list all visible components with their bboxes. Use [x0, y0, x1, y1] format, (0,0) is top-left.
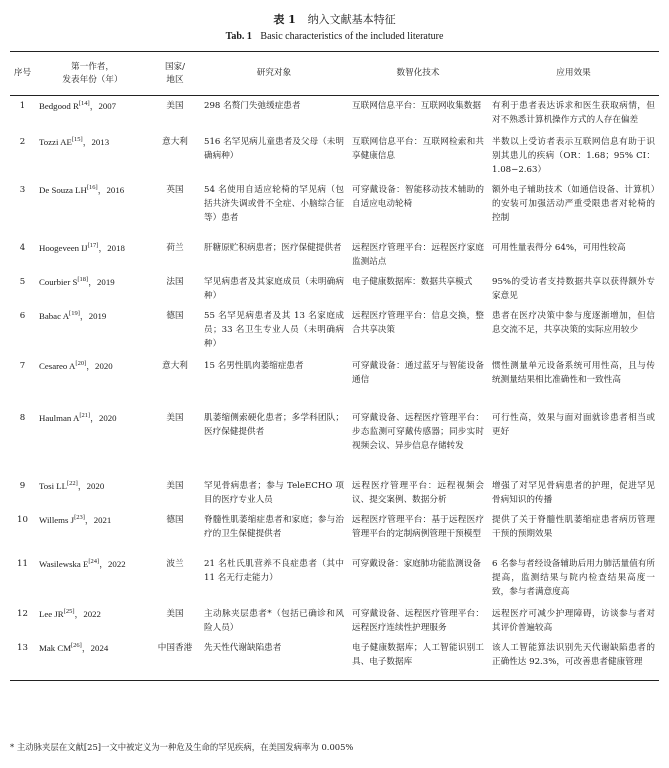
- table-label-en: Tab. 1: [225, 31, 252, 42]
- header-author-line1: 第一作者，: [71, 61, 114, 72]
- table-row: [10, 180, 659, 238]
- row-author: Courbier S: [39, 276, 78, 287]
- header-author: [35, 52, 150, 96]
- row-country: 德国: [166, 514, 184, 525]
- row-year: ，2022: [74, 608, 101, 619]
- row-author: Hoogeveen IJ: [39, 242, 88, 253]
- table-caption-cn: [0, 11, 669, 27]
- row-reference[interactable]: [18]: [77, 275, 89, 283]
- row-subject: 先天性代谢缺陷患者: [204, 642, 282, 653]
- row-author: Lee JR: [39, 608, 64, 619]
- row-author-cell: [35, 132, 150, 180]
- row-author-cell: [35, 238, 150, 272]
- row-country: 意大利: [162, 136, 188, 147]
- row-author-cell: [35, 96, 150, 132]
- row-author: De Souza LH: [39, 184, 87, 195]
- row-author: Babac A: [39, 310, 70, 321]
- row-year: ，2013: [82, 136, 110, 147]
- row-country: 英国: [166, 184, 184, 195]
- table-row: [10, 238, 659, 272]
- table-row: [10, 306, 659, 356]
- row-number: 13: [17, 642, 28, 653]
- row-reference[interactable]: [17]: [87, 241, 99, 249]
- row-effect: 有利于患者表达诉求和医生获取病情，但对不熟悉计算机操作方式的人存在偏差: [492, 101, 655, 125]
- row-country: 美国: [166, 480, 184, 491]
- row-number: 10: [17, 514, 28, 525]
- row-effect: 额外电子辅助技术（如通信设备、计算机）的安装可加强活动严重受限患者对轮椅的控制: [492, 184, 655, 223]
- row-subject: 脊髓性肌萎缩症患者和家庭；参与治疗的卫生保健提供者: [204, 514, 344, 539]
- table-row: [10, 510, 659, 554]
- row-subject: 肌萎缩侧索硬化患者；多学科团队；医疗保健提供者: [204, 412, 344, 437]
- row-author-cell: [35, 356, 150, 408]
- table-row: [10, 604, 659, 638]
- row-author: Haulman A: [39, 412, 80, 423]
- table-row: [10, 356, 659, 408]
- table-title-cn: 纳入文献基本特征: [307, 13, 396, 26]
- row-country: 美国: [166, 412, 184, 423]
- row-effect: 增强了对罕见骨病患者的护理，促进罕见骨病知识的传播: [492, 480, 655, 505]
- row-number: 3: [19, 184, 26, 195]
- row-technology: 可穿戴设备：智能移动技术辅助的自适应电动轮椅: [352, 184, 484, 209]
- row-author-cell: [35, 306, 150, 356]
- row-author: Tosi LL: [39, 480, 67, 491]
- row-number: 5: [19, 276, 26, 287]
- row-effect: 远程医疗可减少护理障碍，访谈参与者对其评价普遍较高: [492, 608, 655, 633]
- row-year: ，2020: [90, 412, 117, 423]
- row-reference[interactable]: [26]: [71, 641, 82, 649]
- row-year: ，2024: [81, 642, 109, 653]
- row-technology: 互联网信息平台：互联网收集数据: [352, 101, 481, 111]
- row-technology: 可穿戴设备：家庭肺功能监测设备: [352, 558, 481, 569]
- row-effect: 6 名参与者经设备辅助后用力肺活量值有所提高，监测结果与院内检查结果高度一致，参与者满意度高: [492, 558, 655, 597]
- table-caption-en: [0, 31, 669, 42]
- row-technology: 互联网信息平台：互联网检索和共享健康信息: [352, 136, 484, 161]
- table-row: [10, 272, 659, 306]
- row-year: ，2019: [79, 310, 107, 321]
- row-effect: 该人工智能算法识别先天代谢缺陷患者的正确性达 92.3%，可改善患者健康管理: [492, 642, 655, 667]
- row-technology: 可穿戴设备、远程医疗管理平台：远程医疗连续性护理服务: [352, 608, 484, 633]
- row-number: 6: [19, 310, 26, 321]
- header-tech: 数智化技术: [396, 68, 440, 78]
- row-effect: 95%的受访者支持数据共享以获得额外专家意见: [492, 276, 655, 301]
- header-country-line2: 地区: [166, 74, 184, 85]
- row-author: Wasilewska E: [39, 558, 89, 569]
- header-effect: 应用效果: [556, 68, 591, 78]
- row-author-cell: [35, 476, 150, 510]
- header-country: [150, 52, 200, 96]
- row-author-cell: [35, 180, 150, 238]
- row-reference[interactable]: [21]: [79, 411, 91, 419]
- row-number: 1: [19, 101, 26, 111]
- table-body: [10, 96, 659, 681]
- row-reference[interactable]: [16]: [86, 183, 98, 191]
- table-label-cn: 表 1: [273, 13, 296, 26]
- row-subject: 15 名男性肌肉萎缩症患者: [204, 360, 304, 371]
- row-reference[interactable]: [19]: [69, 309, 80, 317]
- row-country: 美国: [166, 101, 184, 111]
- row-technology: 远程医疗管理平台：基于远程医疗管理平台的定制病例管理干预模型: [352, 514, 484, 539]
- row-subject: 肝糖原贮积病患者；医疗保健提供者: [204, 242, 342, 253]
- row-year: ，2021: [84, 514, 112, 525]
- row-year: ，2022: [99, 558, 126, 569]
- table-row: [10, 554, 659, 604]
- row-year: ，2019: [88, 276, 115, 287]
- row-number: 8: [19, 412, 26, 423]
- row-effect: 半数以上受访者表示互联网信息有助于识别其患儿的疾病（OR：1.68；95% CI：1.08−2.63）: [492, 136, 655, 175]
- row-subject: 21 名杜氏肌营养不良症患者（其中 11 名无行走能力）: [204, 558, 344, 583]
- header-subject: 研究对象: [256, 68, 292, 78]
- row-number: 2: [19, 136, 26, 147]
- row-technology: 远程医疗管理平台：远程视频会议、提交案例、数据分析: [352, 480, 484, 505]
- row-number: 7: [19, 360, 26, 371]
- row-author: Bedgood R: [39, 101, 79, 111]
- row-country: 荷兰: [166, 242, 184, 253]
- row-number: 11: [17, 558, 28, 569]
- row-reference[interactable]: [25]: [63, 607, 75, 615]
- row-author: Cesareo A: [39, 360, 76, 371]
- row-effect: 惯性测量单元设备系统可用性高，且与传统测量结果相比准确性和一致性高: [492, 360, 655, 385]
- row-author: Tozzi AE: [39, 136, 72, 147]
- row-subject: 298 名赘门失弛缓症患者: [204, 101, 301, 111]
- row-year: ，2007: [89, 101, 117, 111]
- row-country: 法国: [166, 276, 184, 287]
- row-reference[interactable]: [15]: [71, 135, 83, 143]
- row-subject: 罕见骨病患者；参与 TeleECHO 项目的医疗专业人员: [204, 480, 344, 505]
- table-row: [10, 96, 659, 132]
- table-row: [10, 476, 659, 510]
- row-technology: 可穿戴设备：通过蓝牙与智能设备通信: [352, 360, 484, 385]
- row-country: 德国: [166, 310, 184, 321]
- table-row: [10, 638, 659, 681]
- row-author-cell: [35, 510, 150, 554]
- row-country: 中国香港: [157, 642, 193, 653]
- row-reference[interactable]: [22]: [66, 479, 78, 487]
- row-effect: 可行性高，效果与面对面就诊患者相当或更好: [492, 412, 655, 437]
- row-author: Willems J: [39, 514, 75, 525]
- row-subject: 54 名使用自适应轮椅的罕见病（包括共济失调或骨不全症、小脑综合征等）患者: [204, 184, 344, 223]
- row-technology: 可穿戴设备、远程医疗管理平台：步态监测可穿戴传感器；同步实时视频会议、异步信息存储转发: [352, 412, 484, 451]
- header-author-line2: 发表年份（年）: [62, 74, 123, 85]
- row-technology: 电子健康数据库；人工智能识别工具、电子数据库: [352, 642, 484, 667]
- row-effect: 提供了关于脊髓性肌萎缩症患者病历管理干预的预期效果: [492, 514, 655, 539]
- row-reference[interactable]: [24]: [88, 557, 100, 565]
- table-row: [10, 408, 659, 476]
- row-year: ，2018: [98, 242, 125, 253]
- row-reference[interactable]: [23]: [74, 513, 85, 521]
- row-country: 意大利: [162, 360, 188, 371]
- row-number: 12: [17, 608, 28, 619]
- row-subject: 罕见病患者及其家庭成员（未明确病种）: [204, 276, 344, 301]
- row-effect: 可用性量表得分 64%，可用性较高: [492, 242, 626, 253]
- table-title-en: Basic characteristics of the included literature: [260, 31, 444, 42]
- row-country: 波兰: [166, 558, 184, 569]
- row-number: 4: [19, 242, 26, 253]
- row-technology: 远程医疗管理平台：远程医疗家庭监测站点: [352, 242, 484, 267]
- row-year: ，2020: [77, 480, 105, 491]
- row-author-cell: [35, 554, 150, 604]
- table-footnote: * 主动脉夹层在文献[25]一文中被定义为一种危及生命的罕见疾病，在美国发病率为 0.005%: [10, 742, 354, 752]
- header-country-line1: 国家/: [164, 61, 186, 72]
- row-number: 9: [19, 480, 26, 491]
- row-year: ，2020: [86, 360, 113, 371]
- row-subject: 55 名罕见病患者及其 13 名家庭成员；33 名卫生专业人员（未明确病种）: [204, 310, 344, 349]
- header-no: 序号: [13, 68, 32, 78]
- literature-table: [10, 51, 659, 681]
- row-effect: 患者在医疗决策中参与度逐渐增加，但信息交流不足，共享决策的实际应用较少: [492, 310, 655, 335]
- row-author-cell: [35, 604, 150, 638]
- row-technology: 远程医疗管理平台：信息交换，整合共享决策: [352, 310, 484, 335]
- row-author-cell: [35, 638, 150, 681]
- row-subject: 主动脉夹层患者*（包括已确诊和风险人员）: [204, 608, 344, 633]
- row-author-cell: [35, 408, 150, 476]
- row-country: 美国: [166, 608, 184, 619]
- row-author-cell: [35, 272, 150, 306]
- row-technology: 电子健康数据库：数据共享模式: [352, 276, 473, 287]
- row-reference[interactable]: [14]: [78, 100, 90, 108]
- row-subject: 516 名罕见病儿童患者及父母（未明确病种）: [204, 136, 344, 161]
- row-author: Mak CM: [39, 642, 72, 653]
- row-year: ，2016: [97, 184, 125, 195]
- row-reference[interactable]: [20]: [75, 359, 87, 367]
- table-header-row: [10, 52, 659, 96]
- table-row: [10, 132, 659, 180]
